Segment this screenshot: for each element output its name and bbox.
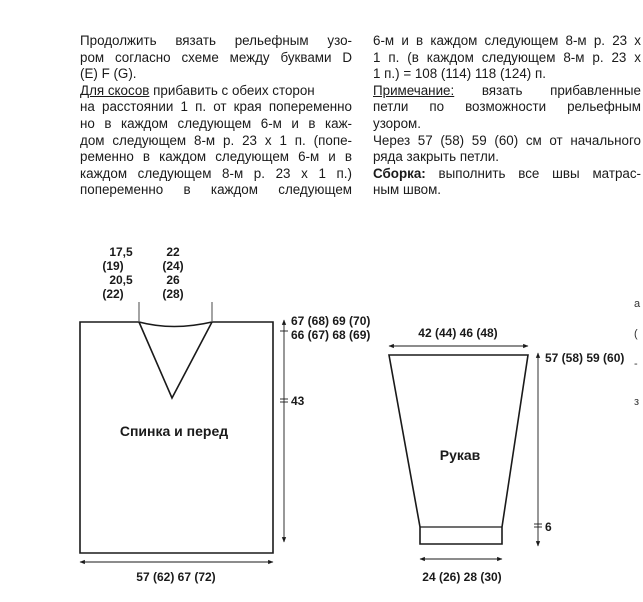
- bold-heading-assembly: Сборка:: [373, 165, 426, 181]
- text-line: ряда закрыть петли.: [373, 149, 499, 165]
- v-neck-line: [139, 322, 212, 398]
- neck-width-dim-1: 22: [166, 245, 180, 259]
- neck-shoulder-dim-3: 20,5: [109, 273, 133, 287]
- text-line: Для скосов прибавить с обеих сторон: [80, 82, 315, 98]
- text-line: ром согласно схеме между буквами D: [80, 49, 352, 65]
- text-line: узором.: [373, 115, 421, 131]
- text-line: 6-м и в каждом следующем 8-м р. 23 х: [373, 33, 641, 48]
- text-line: 1 п. (в каждом следующем 8-м р. 23 х: [373, 49, 641, 65]
- sleeve-diagram: [389, 326, 624, 584]
- sleeve-top-width-dim: 42 (44) 46 (48): [418, 326, 498, 340]
- text-line: Примечание: вязать прибавленные: [373, 82, 641, 98]
- text-line: 1 п.) = 108 (114) 118 (124) п.: [373, 66, 546, 82]
- body-piece-title: Спинка и перед: [119, 423, 229, 439]
- cuff-height-dim: 6: [545, 520, 552, 534]
- edge-char: -: [634, 358, 638, 370]
- neck-shoulder-dim-2: (19): [102, 259, 124, 273]
- text-line: ным швом.: [373, 182, 442, 198]
- text-line: каждом следующем 8-м р. 23 х 1 п.): [80, 165, 352, 181]
- text-line: но в каждом следующем 6-м и в каж-: [80, 115, 352, 131]
- body-width-dim: 57 (62) 67 (72): [136, 570, 216, 584]
- body-piece-diagram: [80, 245, 370, 584]
- text-line: Продолжить вязать рельефным узо-: [80, 33, 352, 48]
- sleeve-title: Рукав: [439, 447, 481, 463]
- neck-width-dim-4: (28): [162, 287, 184, 301]
- sleeve-height-dim: 57 (58) 59 (60): [545, 351, 625, 365]
- edge-char: з: [634, 396, 640, 408]
- text-line: Через 57 (58) 59 (60) см от начального: [373, 132, 641, 148]
- text-line: Сборка: выполнить все швы матрас-: [373, 165, 641, 181]
- neck-shoulder-dim-4: (22): [102, 287, 124, 301]
- edge-char: a: [634, 298, 641, 310]
- text-line: (E) F (G).: [80, 66, 137, 82]
- text-line: ременно в каждом следующем 6-м и в: [80, 149, 352, 165]
- text-line: попеременно в каждом следующем: [80, 182, 352, 198]
- text-line: на расстоянии 1 п. от края попеременно: [80, 99, 352, 115]
- neck-width-dim-2: (24): [162, 259, 184, 273]
- body-height-dim-2: 66 (67) 68 (69): [291, 328, 371, 342]
- text-line: петли по возможности рельефным: [373, 99, 641, 115]
- sleeve-bottom-width-dim: 24 (26) 28 (30): [422, 570, 502, 584]
- text-line: дом следующем 8-м р. 23 х 1 п. (попе-: [80, 132, 352, 148]
- body-height-dim-1: 67 (68) 69 (70): [291, 314, 371, 328]
- neck-width-dim-3: 26: [166, 273, 180, 287]
- underlined-heading-note: Примечание:: [373, 82, 455, 98]
- armhole-height-dim: 43: [291, 394, 305, 408]
- neck-shoulder-dim-1: 17,5: [109, 245, 133, 259]
- underlined-heading-bevels: Для скосов: [80, 82, 150, 98]
- edge-char: (: [634, 328, 638, 340]
